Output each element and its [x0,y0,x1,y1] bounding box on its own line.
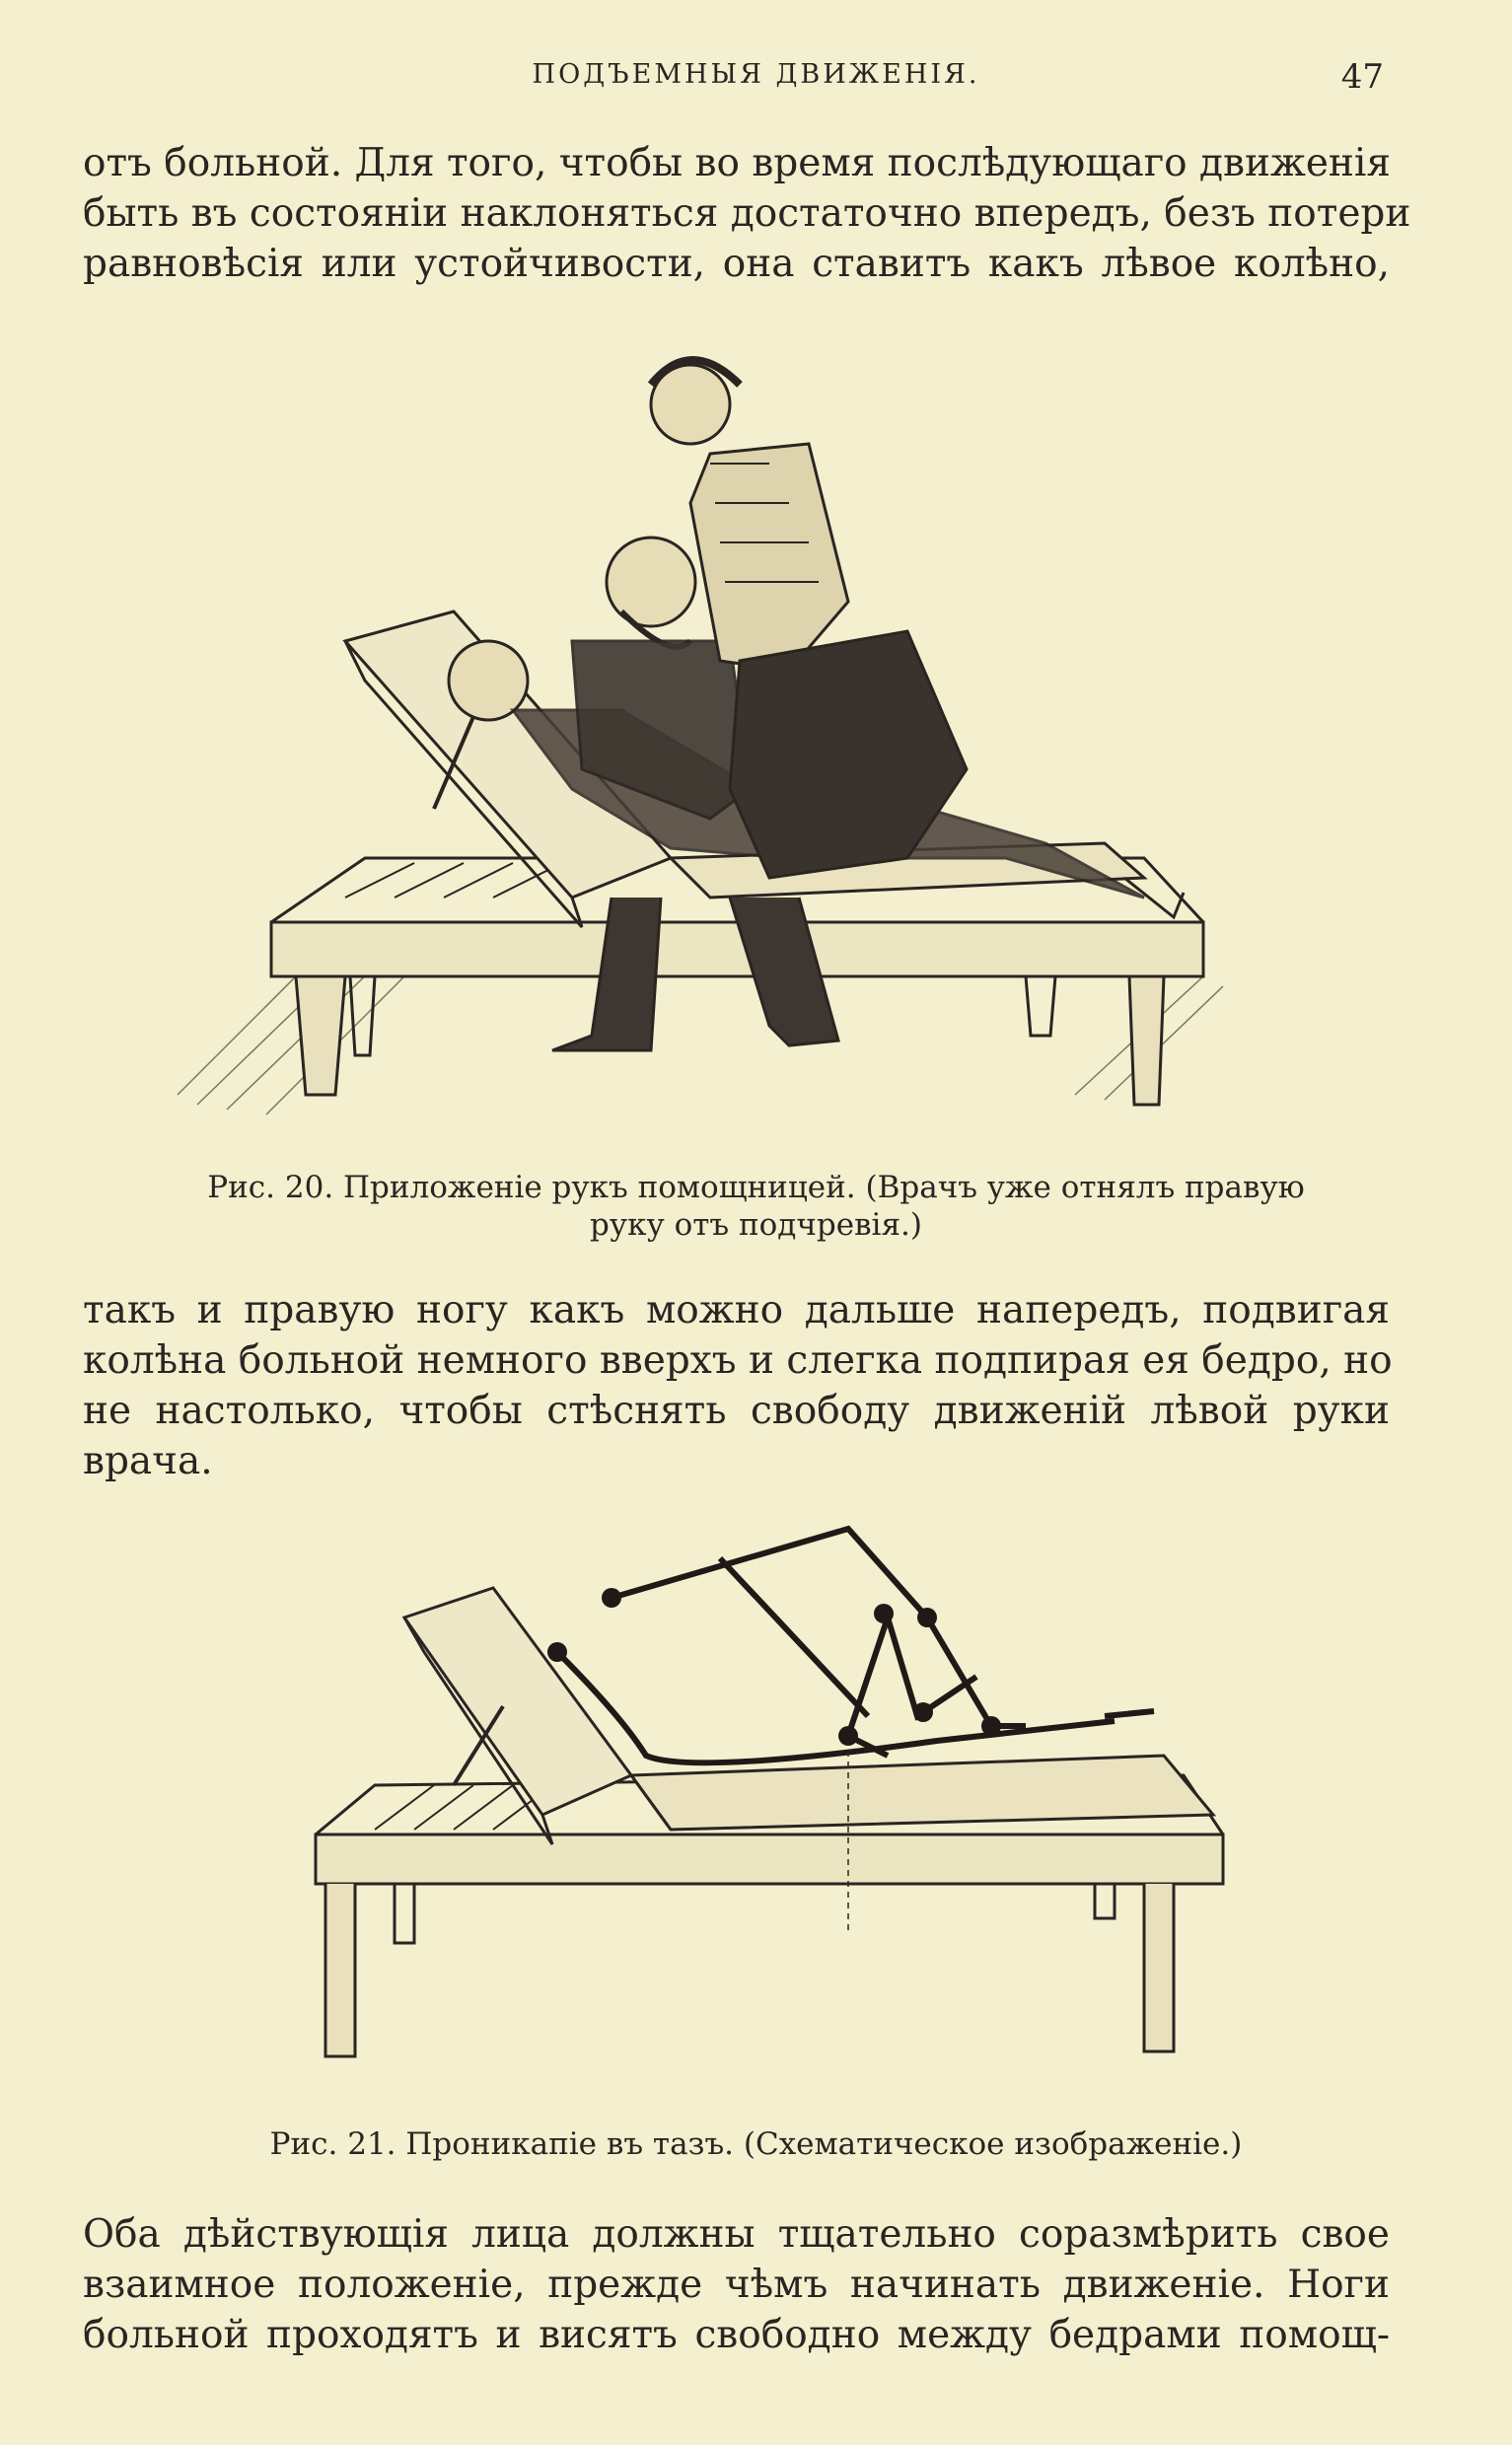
paragraph-line: больной проходятъ и висятъ свободно между бедрами помощ- [83,2313,1390,2357]
page-number: 47 [1340,57,1384,97]
caption-line: Рис. 20. Приложеніе рукъ помощницей. (Врачъ уже отнялъ правую [207,1170,1305,1205]
paragraph-3 [83,2209,1390,2360]
paragraph-line: не настолько, чтобы стѣснять свободу движеній лѣвой руки [83,1389,1390,1433]
caption-line: руку отъ подчревія.) [590,1207,922,1243]
figure-20-caption [83,1169,1429,1244]
paragraph-2 [83,1285,1393,1486]
paragraph-line: взаимное положеніе, прежде чѣмъ начинать движеніе. Ноги [83,2263,1390,2307]
paragraph-line: колѣна больной немного вверхъ и слегка подпирая ея бедро, но [83,1338,1393,1383]
paragraph-line: отъ больной. Для того, чтобы во время послѣдующаго движенія [83,141,1391,185]
paragraph-line: такъ и правую ногу какъ можно дальше напередъ, подвигая [83,1288,1390,1332]
paragraph-1 [83,138,1411,289]
paragraph-line: Оба дѣйствующія лица должны тщательно соразмѣрить свое [83,2212,1390,2257]
paragraph-line: равновѣсія или устойчивости, она ставитъ какъ лѣвое колѣно, [83,242,1390,286]
running-title: ПОДЪЕМНЫЯ ДВИЖЕНІЯ. [532,59,980,90]
figure-20-illustration [158,345,1282,1134]
figure-21-illustration [296,1519,1243,2071]
running-head [0,57,1512,97]
paragraph-line: быть въ состояніи наклоняться достаточно впередъ, безъ потери [83,191,1411,236]
figure-21-caption: Рис. 21. Проникапіе въ тазъ. (Схематическое изображеніе.) [269,2126,1243,2162]
paragraph-line: врача. [83,1439,213,1483]
